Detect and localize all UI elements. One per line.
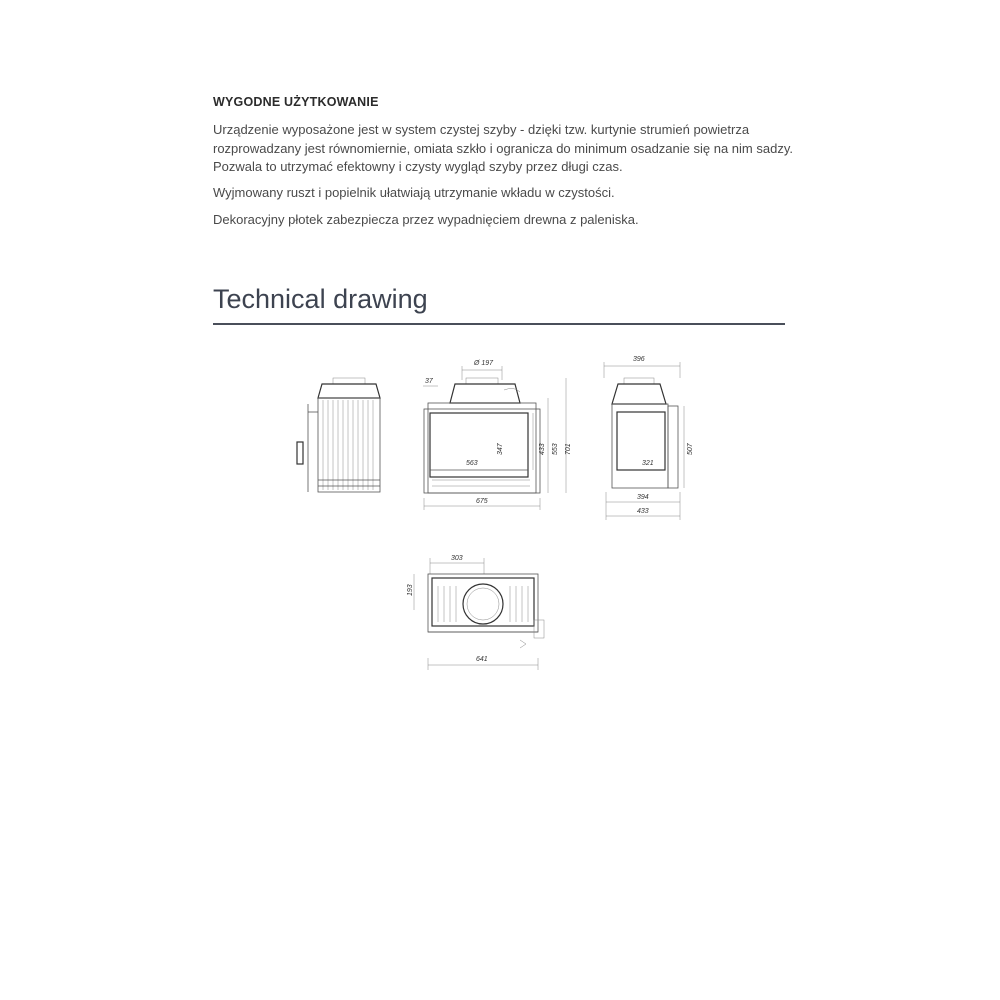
dim-depth: 193: [407, 584, 414, 596]
dim-inner-height: 347: [497, 443, 504, 455]
dim-h1: 433: [539, 443, 546, 455]
technical-drawing-heading: Technical drawing: [213, 284, 428, 314]
front-view: [423, 360, 572, 510]
dim-h2: 553: [552, 443, 559, 455]
dim-side-height: 507: [687, 443, 694, 455]
top-view: [407, 555, 544, 670]
dim-top-width: 396: [633, 356, 645, 363]
side-view: [604, 356, 694, 520]
dim-top-width-total: 641: [476, 656, 488, 663]
dim-h3: 701: [565, 443, 572, 455]
paragraph-line: rozprowadzany jest równomiernie, omiata szkło i ogranicza do minimum osadzanie się na nim sadzy.: [213, 140, 793, 156]
dim-side-inner: 321: [642, 460, 654, 467]
dim-inner-width: 563: [466, 460, 478, 467]
dim-flue-offset: 303: [451, 555, 463, 562]
section-title: WYGODNE UŻYTKOWANIE: [213, 95, 379, 109]
dim-flue: Ø 197: [474, 360, 494, 367]
paragraph-line: Urządzenie wyposażone jest w system czystej szyby - dzięki tzw. kurtynie strumień powietrza: [213, 122, 750, 137]
dim-side-w1: 394: [637, 494, 649, 501]
paragraph-fence: Dekoracyjny płotek zabezpiecza przez wypadnięciem drewna z paleniska.: [213, 212, 639, 227]
dim-offset: 37: [425, 378, 433, 385]
paragraph-grate: Wyjmowany ruszt i popielnik ułatwiają utrzymanie wkładu w czystości.: [213, 185, 615, 200]
dim-width: 675: [476, 498, 488, 505]
paragraph-line: Pozwala to utrzymać efektowny i czysty wygląd szyby przez długi czas.: [213, 159, 623, 174]
dim-side-w2: 433: [637, 508, 649, 515]
side-view-fins: [297, 378, 380, 492]
